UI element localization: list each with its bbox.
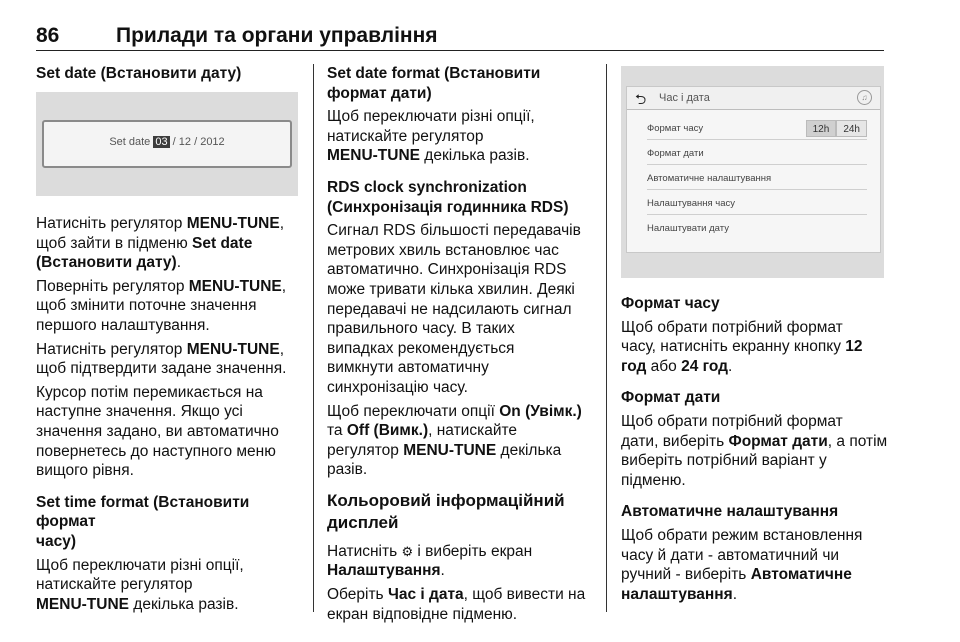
paragraph: Сигнал RDS більшості передавачів метрових хвиль встановлює час автоматично. Синхронізація RDS може тривати кілька хвилин. Деякі передавачі не надсилають сигнал правильного часу. В таких випадках рекомендується вимкнути автоматичну синхронізацію часу. bbox=[327, 222, 581, 396]
column-3-body bbox=[621, 294, 891, 608]
menu-item-auto-setting[interactable]: Автоматичне налаштування bbox=[647, 169, 867, 190]
paragraph: Оберіть Час і дата, щоб вивести на екран відповідне підменю. bbox=[327, 586, 586, 623]
heading-auto-setting: Автоматичне налаштування bbox=[621, 503, 839, 521]
menu-title: Час і дата bbox=[659, 92, 710, 104]
paragraph: Щоб обрати режим встановлення часу й дати - автоматичний чи ручний - виберіть Автоматичне налаштування. bbox=[621, 526, 863, 603]
set-date-box bbox=[42, 120, 292, 168]
time-date-menu bbox=[626, 86, 881, 253]
heading-rds-sync: RDS clock synchronization (Синхронізація годинника RDS) bbox=[327, 178, 569, 216]
paragraph: Щоб переключати опції On (Увімк.) та Off (Вимк.), натискайте регулятор MENU-TUNE декілька разів. bbox=[327, 402, 582, 479]
paragraph: Поверніть регулятор MENU-TUNE, щоб змінити поточне значення першого налаштування. bbox=[36, 277, 287, 334]
paragraph: Щоб переключати різні опції, натискайте регулятор MENU-TUNE декілька разів. bbox=[36, 556, 244, 613]
back-icon[interactable]: ⮌ bbox=[635, 91, 647, 107]
menu-item-time-format[interactable]: Формат часу 12h 24h bbox=[647, 119, 867, 140]
column-2 bbox=[327, 64, 597, 628]
heading-set-date-format: Set date format (Встановити формат дати) bbox=[327, 65, 541, 102]
set-date-text: Set date 03 / 12 / 2012 bbox=[109, 136, 225, 148]
heading-time-format: Формат часу bbox=[621, 295, 720, 312]
paragraph: Натисніть ⚙ і виберіть екран Налаштування. bbox=[327, 542, 533, 580]
paragraph: Щоб обрати потрібний формат дати, виберіть Формат дати, а потім виберіть потрібний варіант у підменю. bbox=[621, 412, 888, 489]
music-icon[interactable]: ♫ bbox=[857, 90, 872, 105]
heading-set-date: Set date (Встановити дату) bbox=[36, 65, 242, 82]
column-divider bbox=[606, 64, 607, 612]
time-date-screen bbox=[621, 66, 884, 278]
paragraph: Курсор потім перемикається на наступне значення. Якщо усі значення задано, ви автоматично повернетесь до наступного меню вищого рівня. bbox=[36, 383, 279, 480]
menu-title-bar bbox=[627, 87, 880, 110]
page-header bbox=[36, 18, 884, 51]
gear-icon: ⚙ bbox=[401, 543, 414, 559]
menu-item-date-format[interactable]: Формат дати bbox=[647, 144, 867, 165]
menu-item-set-date[interactable]: Налаштувати дату bbox=[647, 223, 729, 234]
column-1-body bbox=[36, 214, 301, 618]
heading-date-format: Формат дати bbox=[621, 389, 721, 407]
page-title: Прилади та органи управління bbox=[116, 24, 438, 47]
button-24h[interactable]: 24h bbox=[836, 120, 867, 137]
paragraph: Натисніть регулятор MENU-TUNE, щоб зайти в підменю Set date (Встановити дату). bbox=[36, 215, 284, 272]
button-12h[interactable]: 12h bbox=[806, 120, 837, 137]
menu-item-time-setting[interactable]: Налаштування часу bbox=[647, 194, 867, 215]
heading-set-time-format: Set time format (Встановити формат часу) bbox=[36, 493, 250, 550]
column-divider bbox=[313, 64, 314, 612]
column-1 bbox=[36, 64, 301, 88]
day-field: 03 bbox=[155, 136, 168, 148]
paragraph: Натисніть регулятор MENU-TUNE, щоб підтвердити задане значення. bbox=[36, 340, 287, 378]
paragraph: Щоб обрати потрібний формат часу, натисніть екранну кнопку 12 год або 24 год. bbox=[621, 318, 863, 375]
heading-color-display: Кольоровий інформаційний дисплей bbox=[327, 490, 565, 532]
paragraph: Щоб переключати різні опції, натискайте регулятор MENU-TUNE декілька разів. bbox=[327, 108, 535, 165]
set-date-screen bbox=[36, 92, 298, 196]
page-number: 86 bbox=[36, 24, 60, 47]
time-format-toggle[interactable] bbox=[806, 120, 867, 137]
